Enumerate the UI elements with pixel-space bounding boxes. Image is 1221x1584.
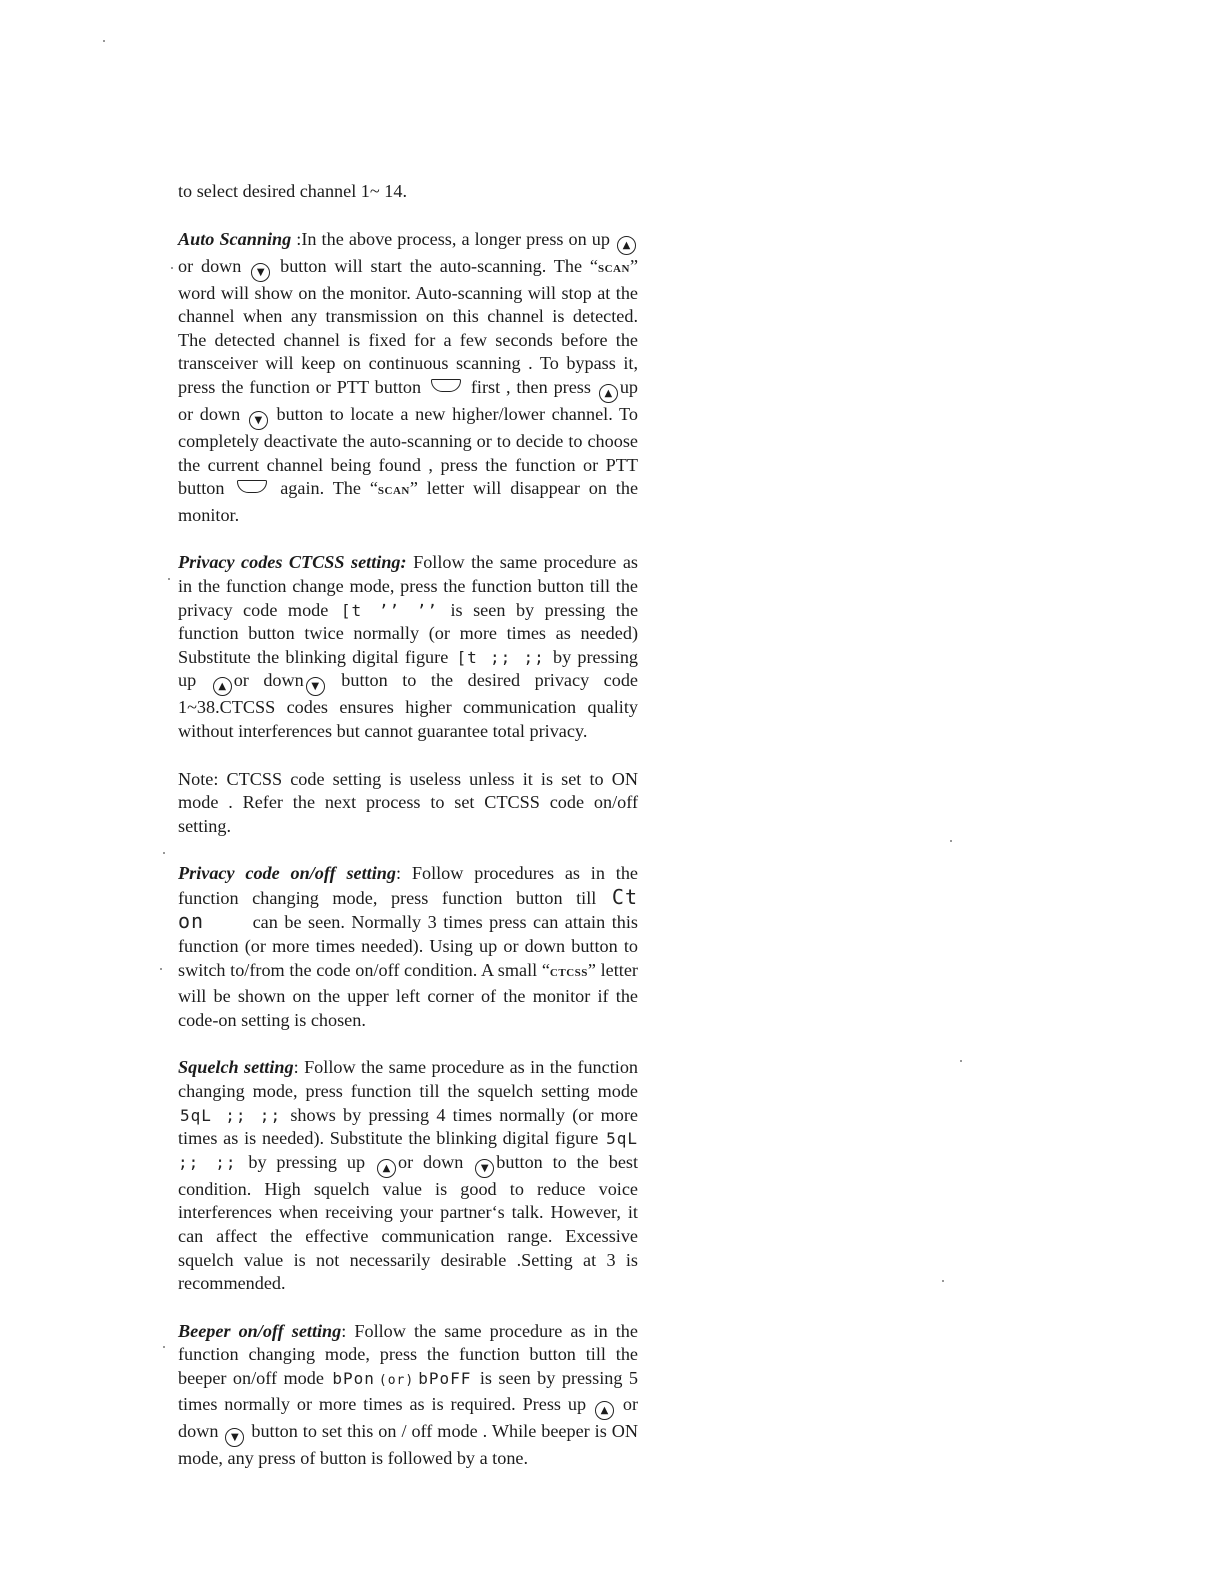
- note-section: Note: CTCSS code setting is useless unless it is set to ON mode . Refer the next process to set CTCSS code on/off setting.: [178, 768, 638, 836]
- squelch-section: Squelch setting: Follow the same procedure as in the function changing mode, press function till the squelch setting mode 5qL ;; ;; shows by pressing 4 times normally (or more times as is needed). Substitute the blinking digital figure 5qL ;; ;; by pressing up ▲ or down ▼ button to the best condition. High squelch value is good to reduce voice interferences when receiving your partner‘s talk. However, it can affect the effective communication range. Excessive squelch value is not necessarily desirable .Setting at 3 is recommended.: [178, 1057, 639, 1294]
- down-button-icon: ▼: [225, 1428, 244, 1447]
- scan-indicator: SCAN: [597, 262, 630, 275]
- lcd-readout: bPon: [332, 1368, 375, 1388]
- lcd-readout: [t ;; ;;: [456, 647, 545, 667]
- up-button-icon: ▲: [617, 236, 636, 255]
- beeper-section: Beeper on/off setting: Follow the same procedure as in the function changing mode, press the function button till the beeper on/off mode bPon (or) bPoFF is seen by pressing 5 times normally or more times as is required. Press up ▲ or down ▼ button to set this on / off mode . While beeper is ON mode, any press of button is followed by a tone.: [178, 1320, 639, 1468]
- intro-line: to select desired channel 1~ 14.: [178, 181, 408, 201]
- up-button-icon: ▲: [213, 677, 232, 696]
- privacy-onoff-title: Privacy code on/off setting: [178, 863, 396, 884]
- down-button-icon: ▼: [306, 677, 325, 696]
- or-connector: (or): [378, 1372, 415, 1388]
- up-button-icon: ▲: [599, 384, 618, 403]
- scan-speck: [163, 852, 165, 854]
- down-button-icon: ▼: [475, 1159, 494, 1178]
- scan-speck: [168, 578, 170, 580]
- lcd-readout: bPoFF: [418, 1368, 472, 1388]
- squelch-title: Squelch setting: [178, 1057, 294, 1078]
- lcd-readout: Ct on: [178, 884, 638, 934]
- auto-scanning-title: Auto Scanning: [178, 228, 292, 249]
- privacy-ctcss-section: Privacy codes CTCSS setting: Follow the same procedure as in the function change mode, press the function button till the privacy code mode [t ʼʼ ʼʼ is seen by pressing the function button twice normally (or more times as needed) Substitute the blinking digital figure [t ;; ;; by pressing up ▲ or down ▼ button to the desired privacy code 1~38.CTCSS codes ensures higher communication quality without interferences but cannot guarantee total privacy.: [178, 552, 639, 741]
- text-column: [178, 180, 638, 1494]
- beeper-title: Beeper on/off setting: [178, 1320, 342, 1341]
- lcd-readout: 5qL ;; ;;: [180, 1105, 282, 1125]
- function-button-icon: [431, 379, 461, 392]
- scan-speck: [160, 968, 162, 970]
- scan-speck: [171, 267, 173, 269]
- up-button-icon: ▲: [377, 1159, 396, 1178]
- privacy-ctcss-title: Privacy codes CTCSS setting:: [178, 552, 407, 573]
- down-button-icon: ▼: [251, 263, 270, 282]
- scan-speck: [942, 1280, 944, 1282]
- auto-scanning-section: Auto Scanning :In the above process, a longer press on up ▲or down ▼ button will start the auto-scanning. The “SCAN” word will show on the monitor. Auto-scanning will stop at the channel when any transmission on this channel is detected. The detected channel is fixed for a few seconds before the transceiver will keep on continuous scanning . To bypass it, press the function or PTT button first , then press ▲ up or down ▼ button to locate a new higher/lower channel. To completely deactivate the auto-scanning or to decide to choose the current channel being found , press the function or PTT button again. The “SCAN” letter will disappear on the monitor.: [178, 228, 639, 525]
- scan-speck: [950, 840, 952, 842]
- privacy-onoff-section: Privacy code on/off setting: Follow procedures as in the function changing mode, press function button till Ct on can be seen. Normally 3 times press can attain this function (or more times needed). Using up or down button to switch to/from the code on/off condition. A small “CTCSS” letter will be shown on the upper left corner of the monitor if the code-on setting is chosen.: [178, 863, 638, 1030]
- scan-speck: [163, 1346, 165, 1348]
- down-button-icon: ▼: [249, 411, 268, 430]
- lcd-readout: [t ʼʼ ʼʼ: [340, 600, 438, 620]
- lcd-readout: 5qL ;; ;;: [178, 1129, 639, 1172]
- scan-speck: [103, 40, 105, 42]
- function-button-icon: [237, 480, 267, 493]
- scan-speck: [960, 1060, 962, 1062]
- scan-indicator: SCAN: [377, 485, 410, 498]
- up-button-icon: ▲: [595, 1401, 614, 1420]
- ctcss-indicator: CTCSS: [549, 966, 588, 979]
